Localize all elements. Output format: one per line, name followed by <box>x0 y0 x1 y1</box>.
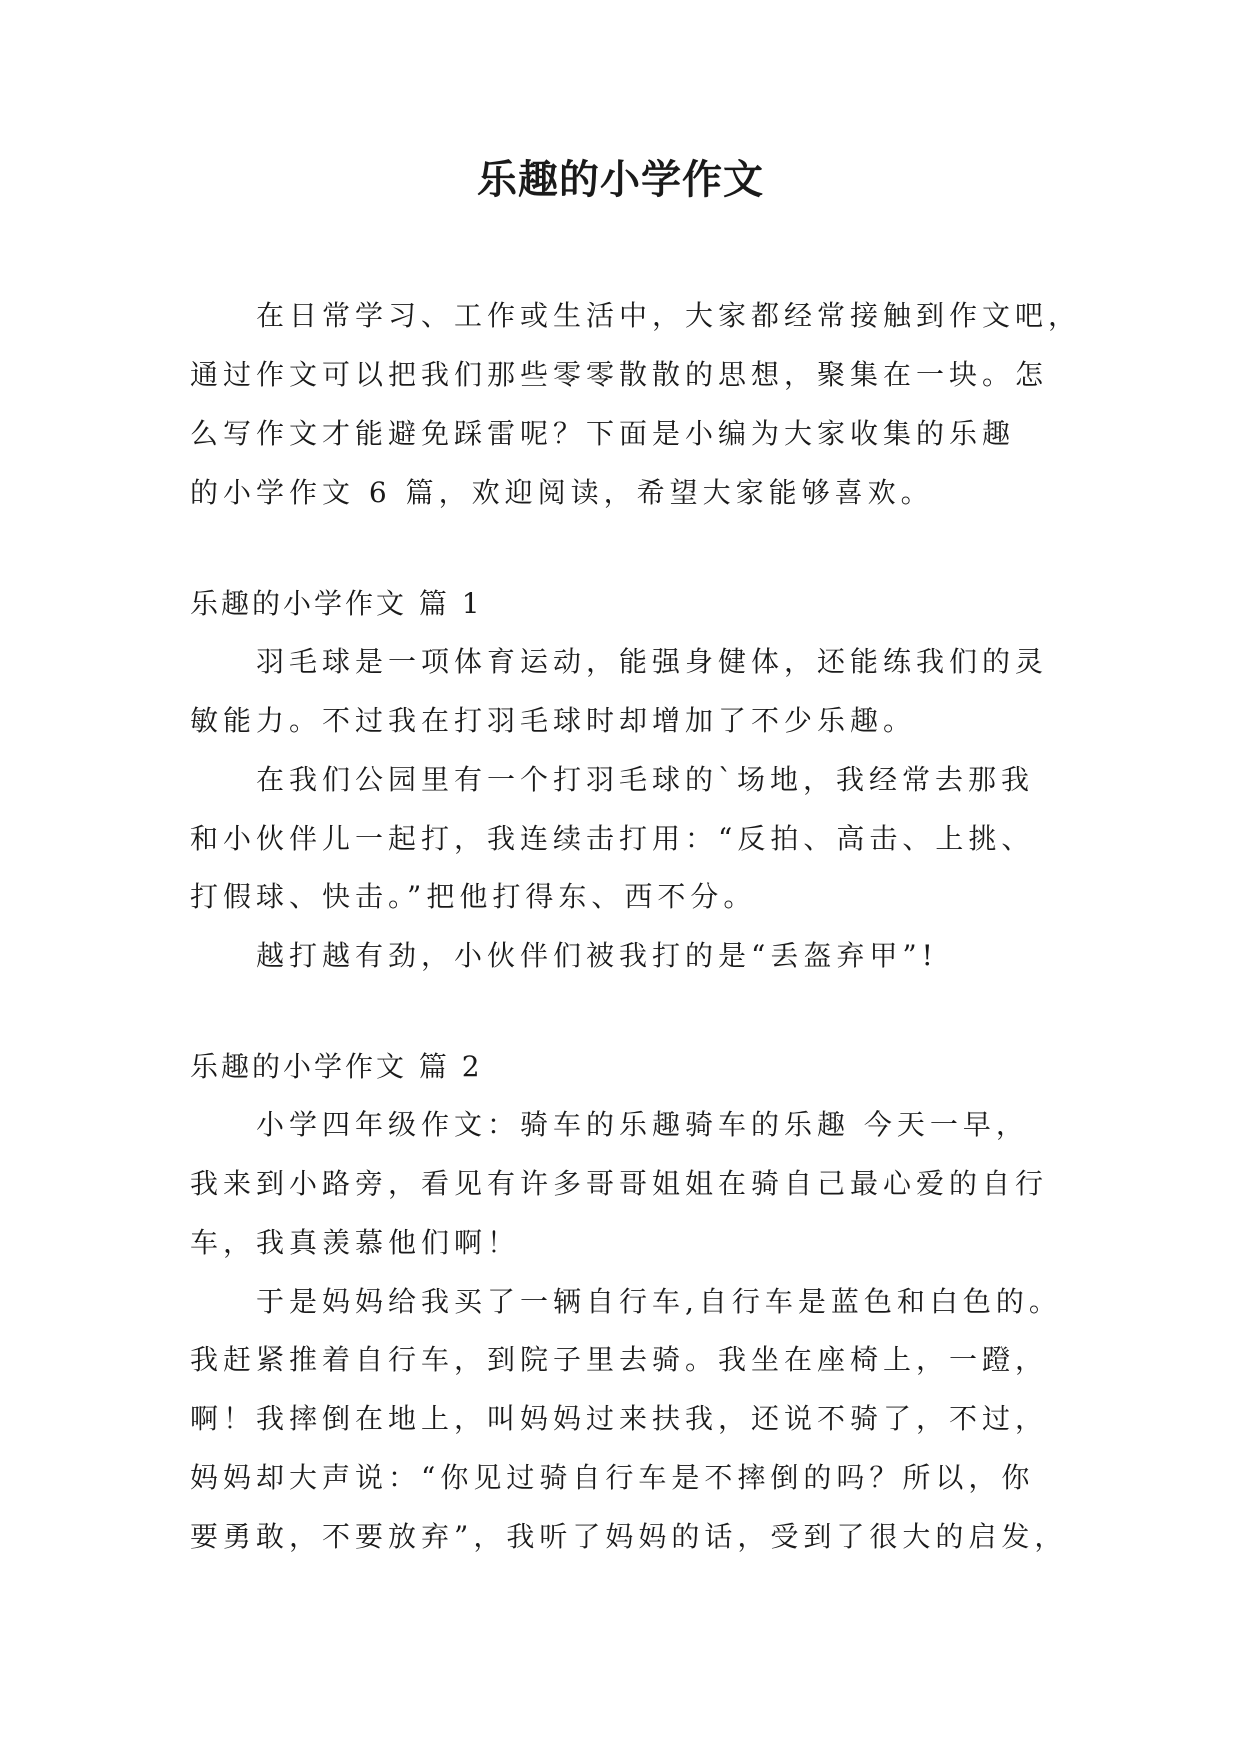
intro-line: 在日常学习、工作或生活中，大家都经常接触到作文吧， <box>256 299 1082 332</box>
paragraph-line: 要勇敢，不要放弃”，我听了妈妈的话，受到了很大的启发， <box>190 1520 1068 1553</box>
section-heading: 乐趣的小学作文 篇 2 <box>190 1050 483 1083</box>
paragraph-line: 打假球、快击。”把他打得东、西不分。 <box>190 880 757 913</box>
paragraph-line: 羽毛球是一项体育运动，能强身健体，还能练我们的灵 <box>256 645 1049 678</box>
paragraph-line: 和小伙伴儿一起打，我连续击打用：“反拍、高击、上挑、 <box>190 822 1035 855</box>
paragraph-line: 小学四年级作文：骑车的乐趣骑车的乐趣 今天一早， <box>256 1108 1029 1141</box>
paragraph-line: 啊！我摔倒在地上，叫妈妈过来扶我，还说不骑了，不过， <box>190 1402 1049 1435</box>
paragraph-line: 在我们公园里有一个打羽毛球的`场地，我经常去那我 <box>256 763 1035 796</box>
paragraph-line: 我来到小路旁，看见有许多哥哥姐姐在骑自己最心爱的自行 <box>190 1167 1049 1200</box>
section-heading: 乐趣的小学作文 篇 1 <box>190 587 483 620</box>
intro-line: 么写作文才能避免踩雷呢？下面是小编为大家收集的乐趣 <box>190 417 1016 450</box>
intro-line: 的小学作文 6 篇，欢迎阅读，希望大家能够喜欢。 <box>190 476 934 509</box>
paragraph-line: 我赶紧推着自行车，到院子里去骑。我坐在座椅上，一蹬， <box>190 1343 1049 1376</box>
document-title: 乐趣的小学作文 <box>477 156 764 203</box>
paragraph-line: 敏能力。不过我在打羽毛球时却增加了不少乐趣。 <box>190 704 917 737</box>
intro-line: 通过作文可以把我们那些零零散散的思想，聚集在一块。怎 <box>190 358 1049 391</box>
paragraph-line: 于是妈妈给我买了一辆自行车,自行车是蓝色和白色的。 <box>256 1285 1062 1318</box>
paragraph-line: 越打越有劲，小伙伴们被我打的是“丢盔弃甲”! <box>256 939 938 972</box>
paragraph-line: 妈妈却大声说：“你见过骑自行车是不摔倒的吗？所以，你 <box>190 1461 1035 1494</box>
paragraph-line: 车，我真羡慕他们啊！ <box>190 1226 521 1259</box>
